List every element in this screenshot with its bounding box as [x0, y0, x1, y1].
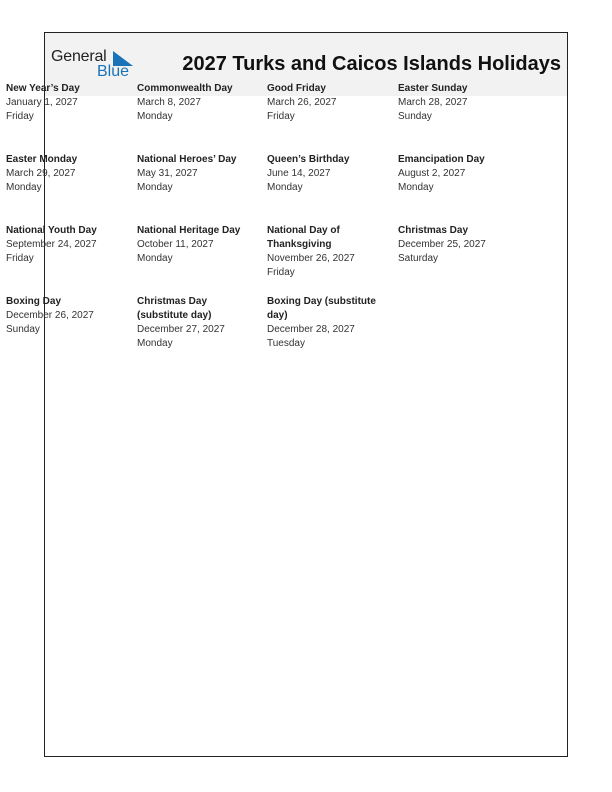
holiday-weekday: Sunday [6, 324, 40, 335]
holiday-date: March 28, 2027 [398, 97, 468, 108]
holiday-weekday: Friday [267, 267, 295, 278]
holiday-weekday: Monday [137, 338, 173, 349]
holiday-card [267, 224, 398, 295]
holiday-weekday: Monday [398, 182, 434, 193]
holiday-card [6, 295, 137, 366]
holiday-name: New Year’s Day [6, 83, 80, 94]
holiday-name: Queen’s Birthday [267, 154, 350, 165]
holiday-weekday: Saturday [398, 253, 439, 264]
logo-text-blue: Blue [97, 63, 130, 80]
holiday-card [137, 82, 267, 153]
holiday-weekday: Monday [137, 182, 173, 193]
holiday-card [137, 153, 267, 224]
holiday-name: Christmas Day [398, 225, 469, 236]
holiday-name: Good Friday [267, 83, 326, 94]
holiday-card [6, 153, 137, 224]
holiday-name: Christmas Day (substitute day) [137, 296, 212, 321]
holiday-card [398, 153, 522, 224]
holiday-date: March 26, 2027 [267, 97, 337, 108]
holiday-card [267, 295, 398, 366]
holiday-date: December 27, 2027 [137, 324, 225, 335]
holiday-weekday: Friday [267, 111, 295, 122]
holiday-weekday: Monday [137, 253, 173, 264]
holiday-name: National Heritage Day [137, 225, 241, 236]
holiday-date: January 1, 2027 [6, 97, 78, 108]
holiday-date: March 8, 2027 [137, 97, 201, 108]
holiday-name: Easter Sunday [398, 83, 468, 94]
holiday-card [267, 82, 398, 153]
logo-text-general: General [51, 48, 107, 65]
holiday-weekday: Sunday [398, 111, 432, 122]
holiday-date: June 14, 2027 [267, 168, 331, 179]
holiday-weekday: Monday [6, 182, 42, 193]
holiday-card [137, 224, 267, 295]
holiday-card [6, 82, 137, 153]
holiday-date: October 11, 2027 [137, 239, 214, 250]
holiday-date: December 28, 2027 [267, 324, 355, 335]
holiday-name: Commonwealth Day [137, 83, 233, 94]
holiday-date: December 25, 2027 [398, 239, 486, 250]
holiday-date: November 26, 2027 [267, 253, 355, 264]
holiday-name: National Heroes’ Day [137, 154, 237, 165]
holiday-card [398, 82, 522, 153]
holiday-weekday: Friday [6, 253, 34, 264]
holiday-name: National Youth Day [6, 225, 97, 236]
general-blue-logo [51, 48, 141, 84]
holiday-date: March 29, 2027 [6, 168, 76, 179]
holiday-card [398, 224, 522, 295]
holiday-date: August 2, 2027 [398, 168, 466, 179]
document-title: 2027 Turks and Caicos Islands Holidays [182, 53, 561, 75]
holiday-name: Boxing Day (substitute day) [267, 296, 376, 321]
holiday-date: May 31, 2027 [137, 168, 198, 179]
holiday-weekday: Friday [6, 111, 34, 122]
holiday-name: National Day of Thanksgiving [267, 225, 340, 250]
holiday-card [267, 153, 398, 224]
holiday-grid [6, 82, 522, 366]
holiday-date: December 26, 2027 [6, 310, 94, 321]
holiday-weekday: Monday [267, 182, 303, 193]
holiday-weekday: Tuesday [267, 338, 305, 349]
holiday-weekday: Monday [137, 111, 173, 122]
holiday-name: Emancipation Day [398, 154, 485, 165]
holiday-card [137, 295, 267, 366]
holiday-date: September 24, 2027 [6, 239, 97, 250]
holiday-name: Easter Monday [6, 154, 78, 165]
holiday-name: Boxing Day [6, 296, 62, 307]
holiday-card [6, 224, 137, 295]
